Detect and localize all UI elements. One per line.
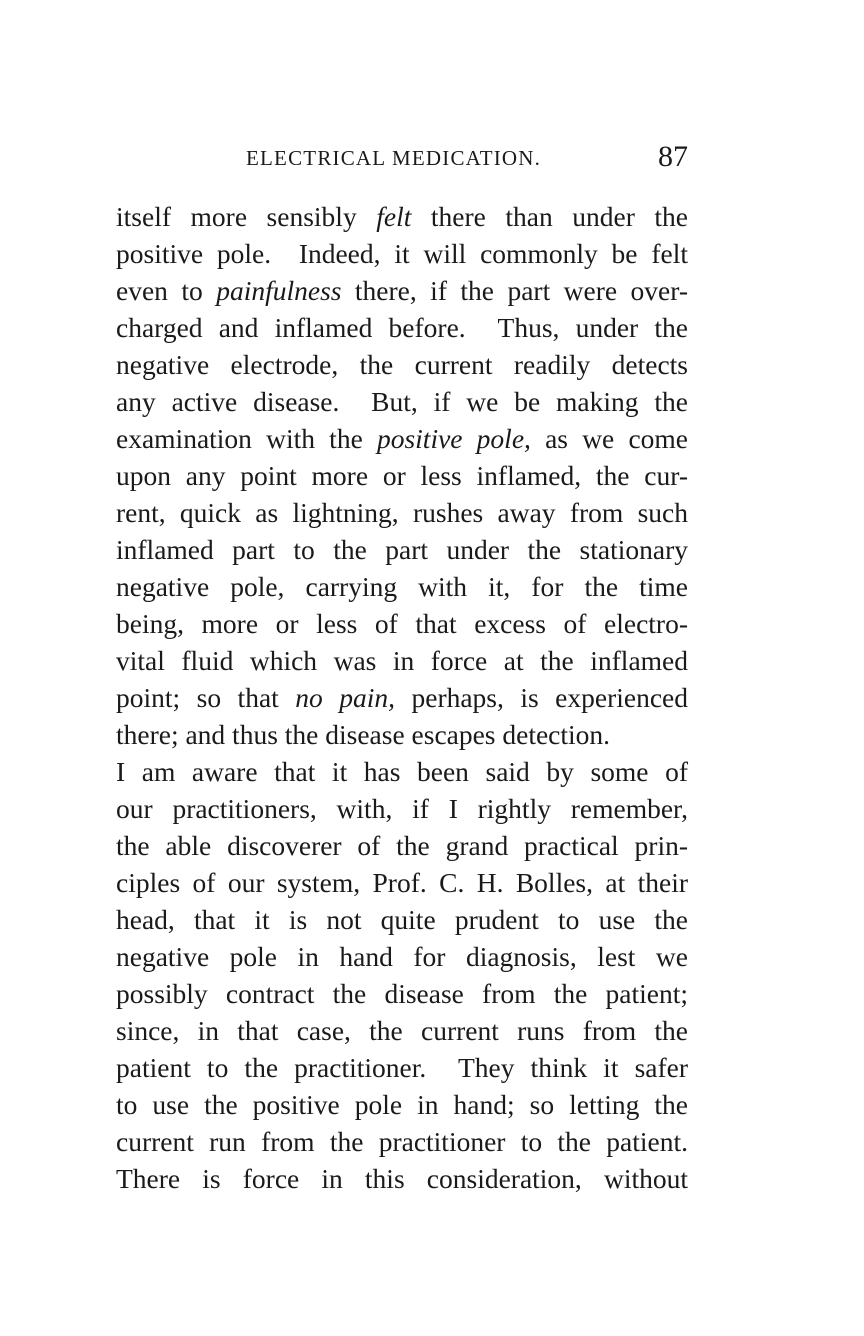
text-line	[116, 568, 688, 605]
text-line	[116, 235, 688, 272]
text-line	[116, 605, 688, 642]
text-span: ciples of our system, Prof. C. H. Bolles, at their	[116, 867, 688, 898]
body-text	[116, 198, 688, 1197]
text-span: since, in that case, the current runs from the	[116, 1015, 688, 1046]
text-line	[116, 346, 688, 383]
text-span: any active disease. But, if we be making the	[116, 386, 688, 417]
text-line	[116, 901, 688, 938]
text-span: as we come	[530, 423, 688, 454]
text-line	[116, 272, 688, 309]
text-span: There is force in this consideration, without	[116, 1163, 688, 1194]
text-line	[116, 753, 688, 790]
text-span: current run from the practitioner to the patient.	[116, 1126, 688, 1157]
text-line	[116, 309, 688, 346]
text-span: to use the positive pole in hand; so letting the	[116, 1089, 688, 1120]
text-line	[116, 679, 688, 716]
page-number: 87	[658, 140, 688, 173]
text-span: being, more or less of that excess of electro-	[116, 608, 688, 639]
text-span: positive pole. Indeed, it will commonly be felt	[116, 238, 688, 269]
text-line	[116, 790, 688, 827]
text-span: inflamed part to the part under the stationary	[116, 534, 688, 565]
text-span: I am aware that it has been said by some of	[116, 756, 688, 787]
text-line	[116, 1123, 688, 1160]
text-line	[116, 1086, 688, 1123]
text-line	[116, 1160, 688, 1197]
text-span: itself more sensibly	[116, 201, 377, 232]
text-span: negative pole, carrying with it, for the time	[116, 571, 688, 602]
text-span: negative pole in hand for diagnosis, lest we	[116, 941, 688, 972]
text-span: perhaps, is experienced	[395, 682, 688, 713]
text-span: charged and inflamed before. Thus, under the	[116, 312, 688, 343]
text-span: negative electrode, the current readily detects	[116, 349, 688, 380]
text-span: patient to the practitioner. They think it safer	[116, 1052, 688, 1083]
text-span: even to	[116, 275, 217, 306]
text-line	[116, 494, 688, 531]
text-line	[116, 198, 688, 235]
text-line	[116, 716, 688, 753]
text-span: our practitioners, with, if I rightly remember,	[116, 793, 688, 824]
text-span: upon any point more or less inflamed, the cur-	[116, 460, 688, 491]
page-header	[116, 140, 688, 180]
text-span: point; so that	[116, 682, 296, 713]
text-span: examination with the	[116, 423, 377, 454]
text-span: there, if the part were over-	[341, 275, 688, 306]
italic-text: positive pole,	[376, 423, 531, 454]
text-span: rent, quick as lightning, rushes away from such	[116, 497, 688, 528]
text-span: there than under the	[411, 201, 688, 232]
running-title: ELECTRICAL MEDICATION.	[246, 146, 542, 170]
text-span: vital fluid which was in force at the inflamed	[116, 645, 688, 676]
text-span: head, that it is not quite prudent to use the	[116, 904, 688, 935]
italic-text: no pain,	[295, 682, 396, 713]
text-span: the able discoverer of the grand practical prin-	[116, 830, 688, 861]
italic-text: felt	[376, 201, 412, 232]
text-line	[116, 1049, 688, 1086]
text-span: there; and thus the disease escapes detection.	[116, 719, 611, 750]
text-line	[116, 420, 688, 457]
text-line	[116, 1012, 688, 1049]
text-line	[116, 864, 688, 901]
text-line	[116, 642, 688, 679]
text-line	[116, 531, 688, 568]
text-line	[116, 938, 688, 975]
text-line	[116, 457, 688, 494]
text-line	[116, 383, 688, 420]
text-line	[116, 827, 688, 864]
text-line	[116, 975, 688, 1012]
text-span: possibly contract the disease from the patient;	[116, 978, 688, 1009]
italic-text: painfulness	[216, 275, 342, 306]
